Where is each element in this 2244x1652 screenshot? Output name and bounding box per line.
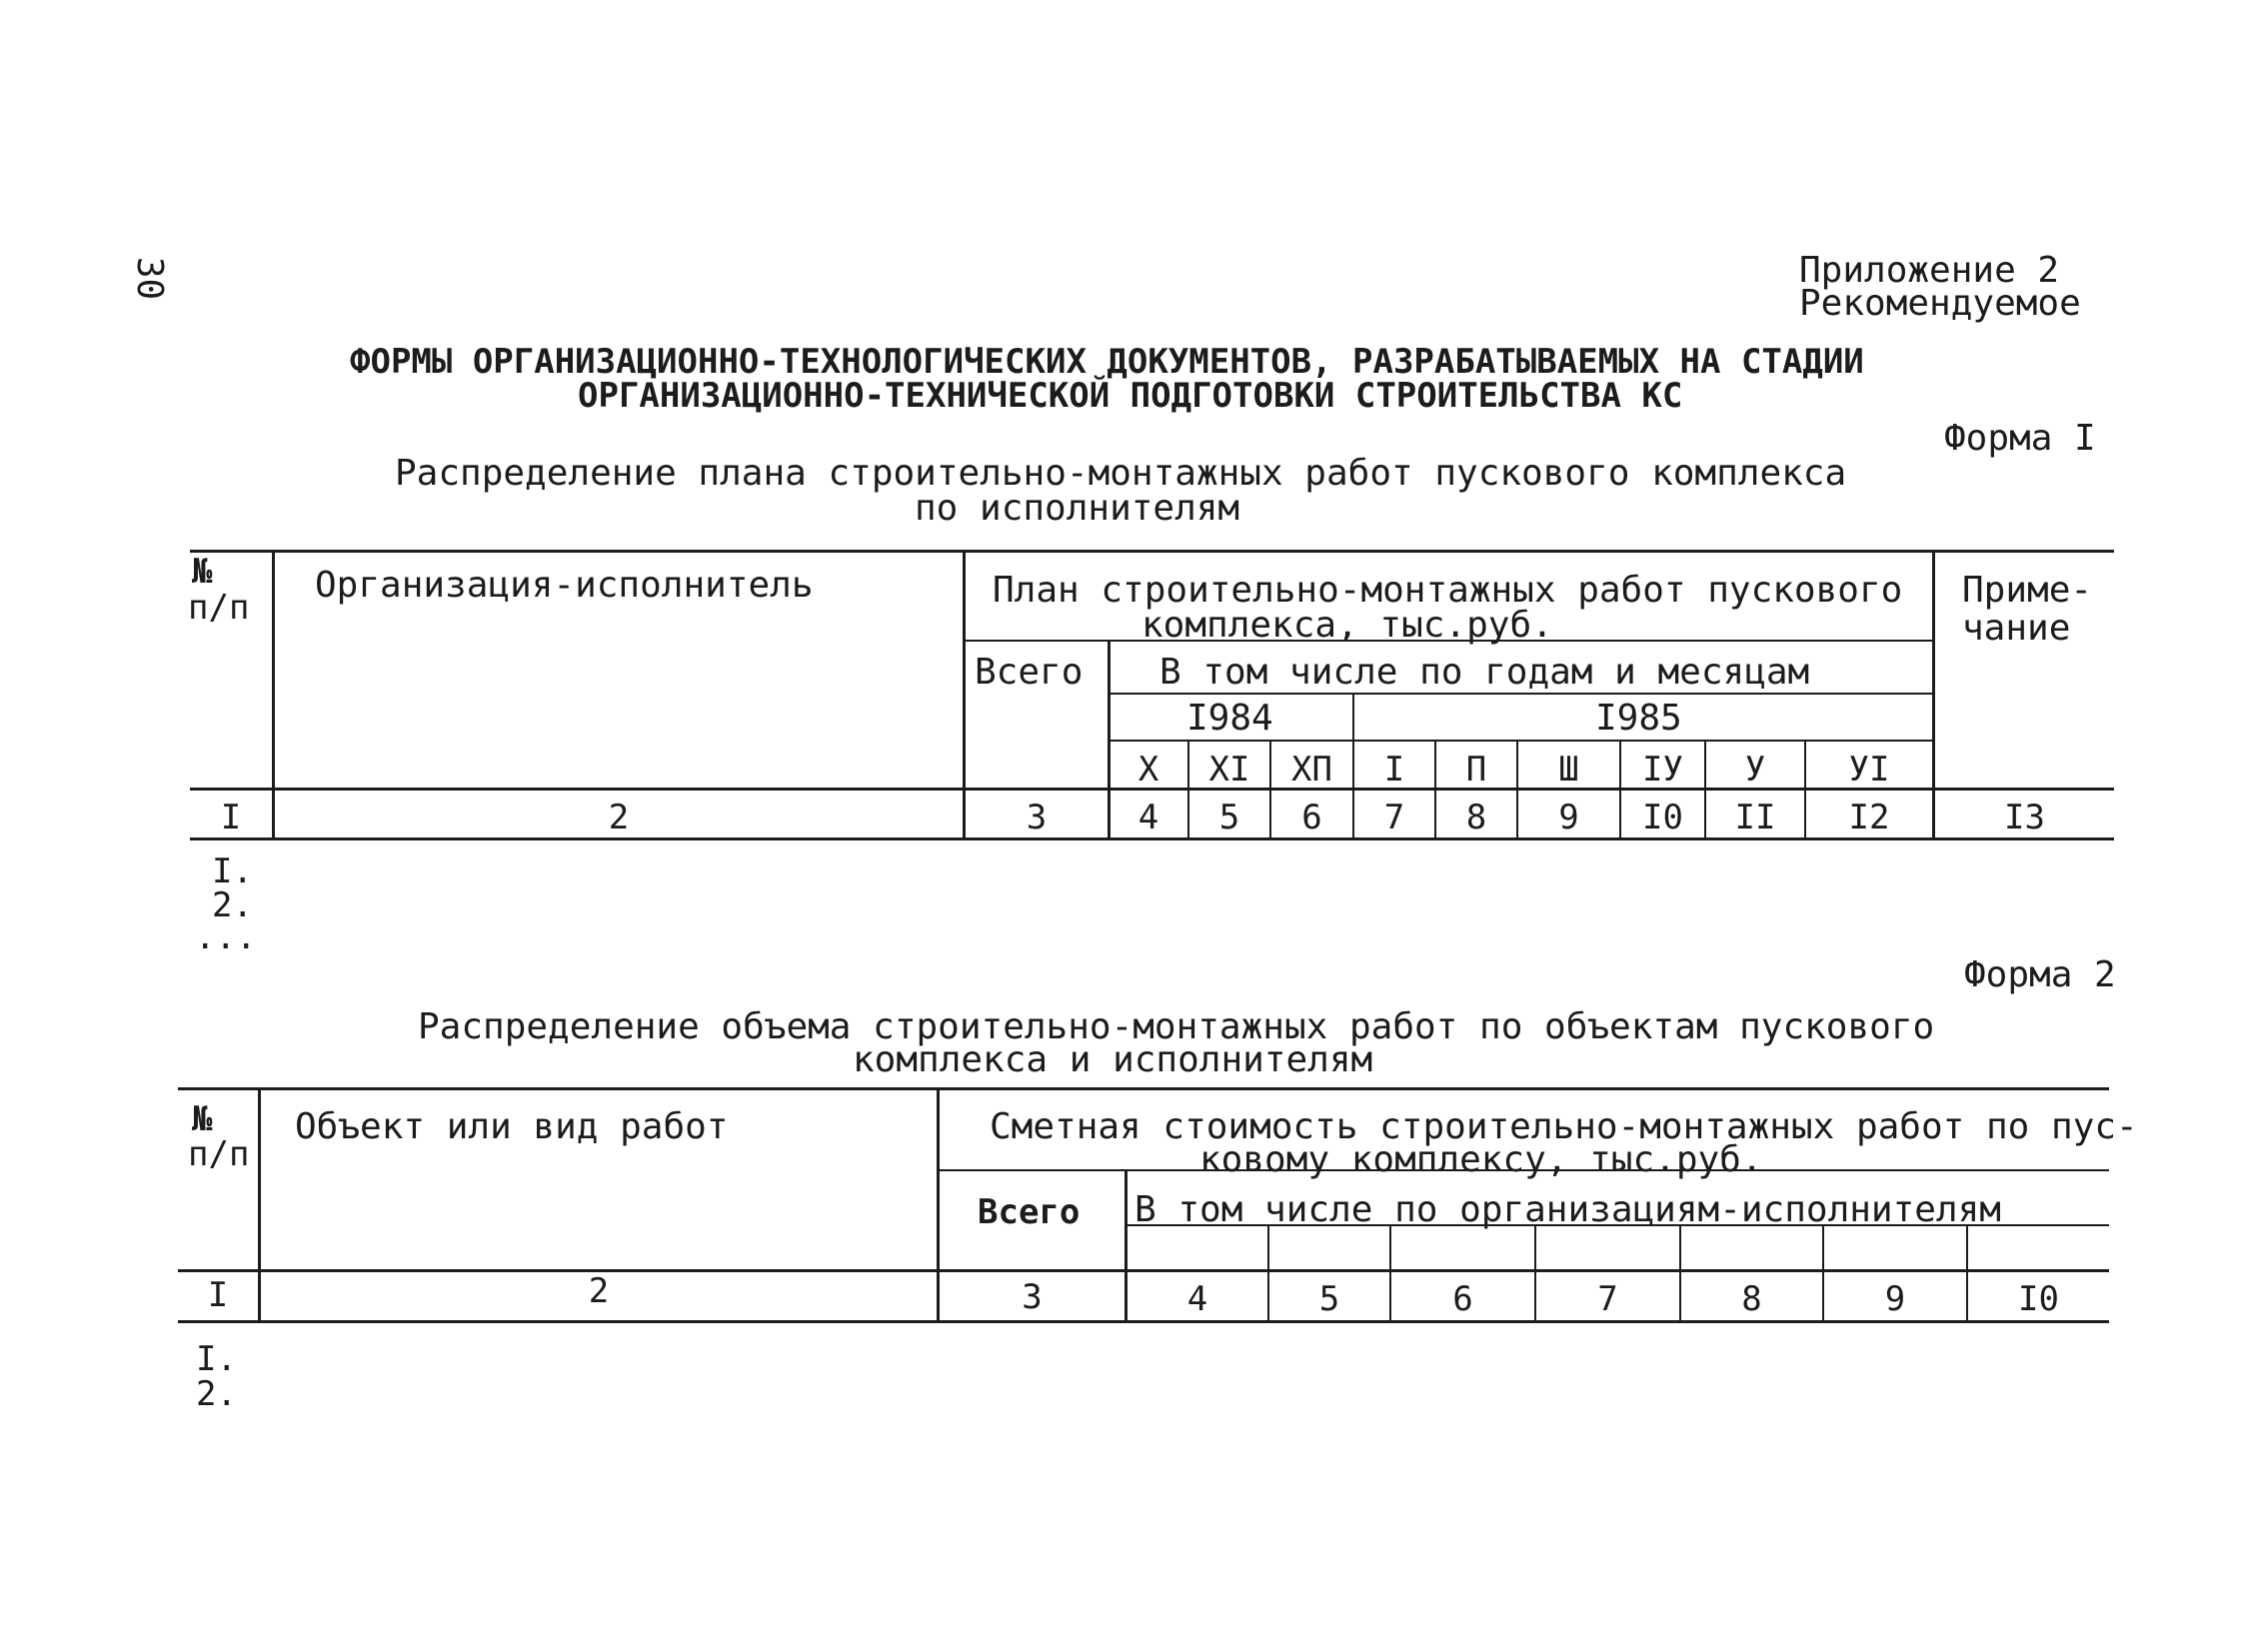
form1-header-no-sign: № xyxy=(192,552,213,592)
form1-col-number: II xyxy=(1734,798,1776,837)
form1-month: XП xyxy=(1291,750,1332,790)
form1-month: I xyxy=(1383,750,1405,790)
form1-col-number: 8 xyxy=(1465,798,1487,837)
form2-col-number: 9 xyxy=(1884,1279,1906,1319)
form1-month: УI xyxy=(1848,750,1890,790)
form1-row-number: I. xyxy=(212,851,253,891)
form1-col-number: I0 xyxy=(1642,798,1683,837)
form1-header-note-line2: чание xyxy=(1962,608,2071,649)
form1-col-number: 6 xyxy=(1301,798,1322,837)
form1-header-total: Всего xyxy=(975,652,1084,693)
form2-row-number: 2. xyxy=(196,1374,237,1414)
form1-header-plan-line1: План строительно-монтажных работ пускового xyxy=(993,570,1903,611)
form1-header-note-line1: Приме- xyxy=(1962,570,2093,611)
form2-header-object: Объект или вид работ xyxy=(295,1106,729,1147)
form1-col-number: 5 xyxy=(1218,798,1240,837)
main-title-line1: ФОРМЫ ОРГАНИЗАЦИОННО-ТЕХНОЛОГИЧЕСКИХ ДОКУМЕНТОВ, РАЗРАБАТЫВАЕМЫХ НА СТАДИИ xyxy=(350,342,1864,382)
form1-header-plan-line2: комплекса, тыс.руб. xyxy=(1141,605,1553,646)
form1-header-organization: Организация-исполнитель xyxy=(315,565,814,606)
form1-col-number: I xyxy=(220,798,242,837)
form1-col-number: 3 xyxy=(1026,798,1048,837)
page-number: 30 xyxy=(129,256,171,301)
form2-header-breakdown: В том числе по организациям-исполнителям xyxy=(1134,1189,2001,1230)
form2-col-number: 7 xyxy=(1597,1279,1618,1319)
form1-header-breakdown: В том числе по годам и месяцам xyxy=(1159,652,1810,693)
form1-col-number: 7 xyxy=(1383,798,1405,837)
form2-header-cost-line2: ковому комплексу, тыс.руб. xyxy=(1199,1139,1763,1180)
appendix-status: Рекомендуемое xyxy=(1799,283,2081,324)
appendix-number: Приложение 2 xyxy=(1799,250,2060,291)
form2-col-number: 5 xyxy=(1318,1279,1340,1319)
form1-col-number: 2 xyxy=(608,798,630,837)
form2-header-cost-line1: Сметная стоимость строительно-монтажных работ по пус- xyxy=(990,1106,2138,1147)
form1-title-line1: Распределение плана строительно-монтажных работ пускового комплекса xyxy=(395,453,1847,494)
form1-col-number: 4 xyxy=(1137,798,1159,837)
form1-month: П xyxy=(1465,750,1487,790)
form1-row-ellipsis: ... xyxy=(195,917,257,957)
form1-month: IУ xyxy=(1642,750,1683,790)
form2-col-number: 6 xyxy=(1452,1279,1473,1319)
form2-col-number: 2 xyxy=(588,1271,610,1311)
form2-header-no-sign: № xyxy=(192,1099,213,1139)
form2-col-number: 3 xyxy=(1022,1277,1043,1317)
form2-header-total: Всего xyxy=(978,1192,1081,1232)
form1-col-number: 9 xyxy=(1558,798,1579,837)
form1-row-number: 2. xyxy=(212,885,253,925)
main-title-line2: ОРГАНИЗАЦИОННО-ТЕХНИЧЕСКОЙ ПОДГОТОВКИ СТРОИТЕЛЬСТВА КС xyxy=(578,376,1683,416)
form1-col-number: I2 xyxy=(1848,798,1890,837)
form2-title-line1: Распределение объема строительно-монтажных работ по объектам пускового xyxy=(418,1006,1935,1047)
form1-title-line2: по исполнителям xyxy=(915,488,1240,529)
form2-col-number: I xyxy=(207,1275,229,1315)
form1-month: Ш xyxy=(1558,750,1579,790)
form2-title-line2: комплекса и исполнителям xyxy=(853,1039,1373,1080)
form1-header-year-1985: I985 xyxy=(1595,698,1682,739)
form2-row-number: I. xyxy=(196,1339,237,1379)
form1-month: XI xyxy=(1208,750,1250,790)
form1-col-number: I3 xyxy=(2004,798,2045,837)
form1-label: Форма I xyxy=(1944,418,2096,459)
form2-col-number: 8 xyxy=(1741,1279,1762,1319)
form1-header-no-label: п/п xyxy=(188,588,250,628)
form2-header-no-label: п/п xyxy=(188,1134,250,1174)
form2-label: Форма 2 xyxy=(1964,954,2116,995)
form1-header-year-1984: I984 xyxy=(1186,698,1273,739)
form2-col-number: 4 xyxy=(1186,1279,1208,1319)
form1-month: X xyxy=(1137,750,1159,790)
form1-month: У xyxy=(1744,750,1766,790)
form2-col-number: I0 xyxy=(2018,1279,2059,1319)
